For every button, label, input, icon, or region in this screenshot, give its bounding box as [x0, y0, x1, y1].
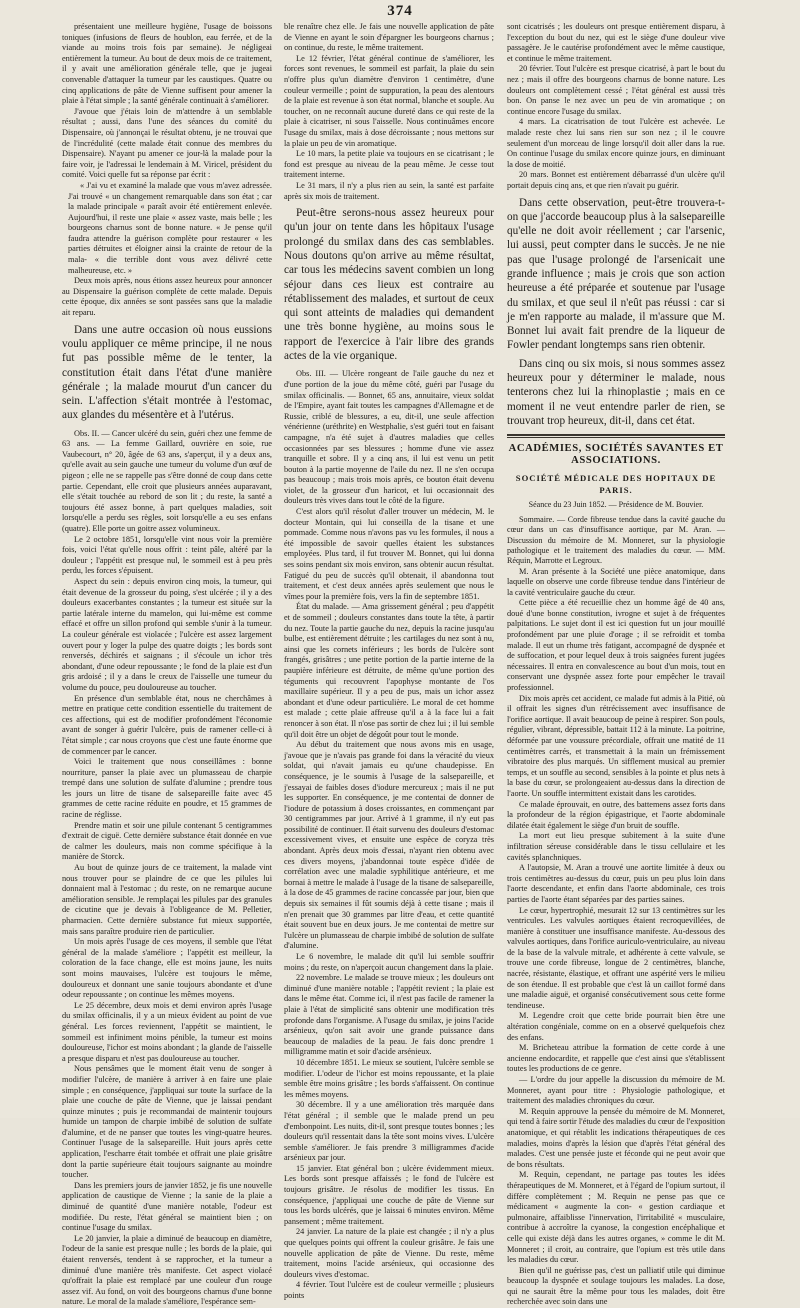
paragraph: Le 25 décembre, deux mois et demi environ après l'usage du smilax officinalis, il y a un mieux évident au point de vue général. Les forces reviennent, l'appétit se maintient, le sommeil est infiniment moins pénible, la tumeur est moins douloureuse, l'ichor est moins abondant ; la glande de l'aisselle a presque disparu et n'est pas douloureuse au toucher. — [62, 1001, 272, 1065]
paragraph: 30 décembre. Il y a une amélioration très marquée dans l'état général ; il semble que le malade prend un peu d'embonpoint. Les nuits, dit-il, sont presque toutes bonnes ; les douleurs qu'il ressentait dans la tête sont moins vives. L'ulcère semble s'améliorer. Je fais prendre 3 milligrammes d'acide arsénieux par jour. — [284, 1100, 494, 1164]
section-title: ACADÉMIES, SOCIÉTÉS SAVANTES ET ASSOCIATIONS. — [507, 443, 725, 467]
paragraph: ble renaître chez elle. Je fais une nouvelle application de pâte de Vienne en ayant le soin d'épargner les bourgeons charnus ; on continue, du reste, le même traitement. — [284, 22, 494, 54]
page-number: 374 — [0, 3, 800, 20]
summary: Sommaire. — Corde fibreuse tendue dans la cavité gauche du cœur dans un cas d'insuffisance aortique, par M. Aran. — Discussion du mémoire de M. Monneret, sur la physiologie pathologique et le traitement des maladies du cœur. — MM. Réquin, Marrotte et Legroux. — [507, 515, 725, 566]
paragraph: 15 janvier. Etat général bon ; ulcère évidemment mieux. Les bords sont presque affaissés ; le fond de l'ulcère est toujours grisâtre. Je résolus de modifier les tissus. En conséquence, j'appliquai une couche de pâte de Vienne sur tous les bords ulcérés, que je laissai 6 minutes environ. Même pansement ; même traitement. — [284, 1164, 494, 1228]
paragraph: État du malade. — Ama grissement général ; peu d'appétit et de sommeil ; douleurs constantes dans toute la tête, à partir du nez. Toute la partie gauche du nez, depuis la racine jusqu'au bulbe, est entièrement détruite ; les cartilages du nez sont à nu, ainsi que les cornets inférieurs ; les bords de l'ulcère sont frangés, grisâtres ; une petite portion de la partie interne de la paupière inférieure est détruite, de même qu'une portion des téguments qui recouvrent l'apophyse montante de l'os maxillaire supérieur. Il y a peu de pus, mais un ichor assez abondant et d'une odeur particulière. Le moral de cet homme est malade ; cette plaie affreuse qu'il a à la face lui a fait renoncer à son état. Il n'ose pas sortir de chez lui ; il lui semble qu'il doit être un objet de dégoût pour tout le monde. — [284, 602, 494, 740]
paragraph: Nous pensâmes que le moment était venu de songer à modifier l'ulcère, de manière à arriver à en faire une plaie simple ; en conséquence, j'appliquai sur toute la surface de la plaie une couche de pâte de Vienne, que je laissai pendant quinze minutes ; puis je recommandai de maintenir toujours humide un tampon de charpie imbibé de solution de sulfate d'alumine, et de ne panser que toutes les vingt-quatre heures. Continuer l'usage de la salsepareille. Huit jours après cette application, l'escharre était tombée et offrait une plaie grisâtre dont la partie supérieure était toujours saignante au moindre toucher. — [62, 1064, 272, 1181]
paragraph: — L'ordre du jour appelle la discussion du mémoire de M. Monneret, ayant pour titre : Physiologie pathologique, et traitement des maladies chroniques du cœur. — [507, 1075, 725, 1107]
paragraph: Deux mois après, nous étions assez heureux pour annoncer au Dispensaire la guérison complète de cette malade. Depuis cette époque, dix années se sont passées sans que la maladie ait reparu. — [62, 276, 272, 318]
paragraph: Un mois après l'usage de ces moyens, il semble que l'état général de la malade s'améliore ; l'appétit est meilleur, la coloration de la face change, elle est moins jaune, les nuits sont moins mauvaises, l'ulcère est toujours le même, douloureux et donnant une sanie toujours abondante et d'une odeur repoussante ; on continue les mêmes moyens. — [62, 937, 272, 1001]
paragraph: Ce malade éprouvait, en outre, des battemens assez forts dans la profondeur de la région épigastrique, et l'aorte abdominale dilatée était également le siège d'un bruit de souffle. — [507, 800, 725, 832]
section-rule-top — [507, 434, 725, 436]
paragraph: M. Legendre croit que cette bride pourrait bien être une altération congéniale, comme on en a observé quelquefois chez des enfans. — [507, 1011, 725, 1043]
paragraph: Le 31 mars, il n'y a plus rien au sein, la santé est parfaite après six mois de traitement. — [284, 181, 494, 202]
paragraph: Obs. II. — Cancer ulcéré du sein, guéri chez une femme de 63 ans. — La femme Gaillard, ouvrière en soie, rue Vaubecourt, n° 20, âgée de 63 ans, s'aperçut, il y a deux ans, qu'elle avait au sein gauche une tumeur du volume d'un œuf de pigeon ; elle ne se rappelle pas s'être donné de coup dans cette partie. Cependant, elle croit que plusieurs années auparavant, elle s'était touchée au rebord de son lit ; du reste, la santé a toujours été assez bonne, à part quelques maladies, soit lorsqu'elle a perdu ses règles, soit lorsqu'elle a eu ses enfans (quatre). Elle porte un goitre assez volumineux. — [62, 429, 272, 535]
paragraph: Peut-être serons-nous assez heureux pour qu'un jour on tente dans les hôpitaux l'usage prolongé du smilax dans des cas semblables. Nous doutons qu'on arrive au même résultat, car tous les médecins savent combien un long séjour dans ces lieux est contraire au rétablissement des malades, et surtout de ceux qui sont atteints de maladies qui demandent une très bonne hygiène, au moins sous le rapport de l'exercice à l'air libre des grands actes de la vie organique. — [284, 206, 494, 363]
paragraph: Le 6 novembre, le malade dit qu'il lui semble souffrir moins ; du reste, on n'aperçoit aucun changement dans la plaie. — [284, 952, 494, 973]
paragraph: Le 2 octobre 1851, lorsqu'elle vint nous voir la première fois, voici l'état qu'elle nous offrit : teint pâle, altéré par la douleur ; l'appétit est presque nul, le sommeil est à peu près perdu, les forces s'épuisent. — [62, 535, 272, 577]
paragraph: Aspect du sein : depuis environ cinq mois, la tumeur, qui était devenue de la grosseur du poing, s'est ulcérée ; il y a des douleurs exacerbantes constantes ; la tumeur est située sur la partie latérale interne du mamelon, qui lui-même est comme effacé et offre un sillon profond qui semble s'unir à la tumeur. La couleur générale est violacée ; l'ulcère est assez largement ouvert pour y loger la pulpe des quatre doigts ; les bords sont renversés, déchirés et saignans ; il s'écoule un ichor très abondant, d'une odeur repoussante ; le fond de la plaie est d'un gris ardoisé ; il y a dans le creux de l'aisselle une tumeur du volume du pouce, peu douloureuse au toucher. — [62, 577, 272, 694]
paragraph: Bien qu'il ne guérisse pas, c'est un palliatif utile qui diminue beaucoup la dyspnée et soulage toujours les malades. La dose, qui ne saurait être la même pour tous les malades, doit être recherchée avec soin dans une — [507, 1266, 725, 1308]
paragraph: sont cicatrisés ; les douleurs ont presque entièrement disparu, à l'exception du bout du nez, qui est le siège d'une douleur vive passagère. Je le cautérise profondément avec le même caustique, et continue le même traitement. — [507, 22, 725, 64]
paragraph: J'avoue que j'étais loin de m'attendre à un semblable résultat ; aussi, dans l'une des séances du comité du Dispensaire, où j'annonçai le résultat obtenu, je ne trouvai que de l'incrédulité (cette malade était connue des membres du Dispensaire). N'ayant pu amener ce jour-là la malade pour la faire voir, je l'adressai le lendemain à M. Viricel, président du comité. Voici quelle fut sa réponse par écrit : — [62, 107, 272, 181]
paragraph: « J'ai vu et examiné la malade que vous m'avez adressée. J'ai trouvé « un changement remarquable dans son état ; car la malade principale « paraît avoir été entièrement enlevée. Aujourd'hui, il reste une plaie « assez vaste, mais belle ; les bourgeons charnus sont de bonne nature. « Je pense qu'il faudra attendre la guérison complète pour restaurer « les parties détruites et éloigner ainsi la crainte de retour de la mala- « die terrible dont vous avez délivré cette malheureuse, etc. » — [62, 181, 272, 276]
column-right-bottom — [507, 567, 725, 1308]
paragraph: présentaient une meilleure hygiène, l'usage de boissons toniques (infusions de fleurs de houblon, eau ferrée, et de la viande au moins trois fois par semaine). Je négligeai entièrement la tumeur. Au bout de deux mois de ce traitement, il y avait une amélioration générale telle, que je jugeai convenable d'attaquer la tumeur par les caustiques. Quatre ou cinq applications de pâte de Vienne suffisent pour amener la plaie à l'état simple ; la santé générale continuait à s'améliorer. — [62, 22, 272, 107]
paragraph: 22 novembre. Le malade se trouve mieux ; les douleurs ont diminué d'une manière notable ; l'appétit revient ; la plaie est dans le même état. Comme ici, il n'est pas facile de ramener la plaie à l'état de simplicité sans obtenir une modification très profonde dans l'organisme. A l'usage du smilax, je joins l'acide arsénieux, qu'on sait avoir une grande puissance dans beaucoup de maladies de la peau. Je fais donc prendre 1 milligramme matin et soir d'acide arsénieux. — [284, 973, 494, 1058]
paragraph: 24 janvier. La nature de la plaie est changée ; il n'y a plus que quelques points qui offrent la couleur grisâtre. Je fais une nouvelle application de pâte de Vienne. Du reste, même traitement, moins l'acide arsénieux, qui occasionne des douleurs vives d'estomac. — [284, 1227, 494, 1280]
paragraph: Voici le traitement que nous conseillâmes : bonne nourriture, panser la plaie avec un plumasseau de charpie trempé dans une solution de sulfate d'alumine ; prendre tous les jours un litre de tisane de salsepareille faite avec 45 grammes de cette racine réduite en poudre, et 15 grammes de racine de réglisse. — [62, 757, 272, 821]
column-middle — [284, 22, 494, 1112]
paragraph: M. Requin approuve la pensée du mémoire de M. Monneret, qui tend à faire sortir l'étude des maladies du cœur de l'exposition anatomique, et qui rétablit les indications thérapeutiques de ces maladies, moins d'après la lésion que d'après l'état général des malades. C'est une pensée juste et féconde qui ne peut avoir que de bons résultats. — [507, 1107, 725, 1171]
paragraph: M. Bricheteau attribue la formation de cette corde à une ancienne endocardite, et rappelle que c'est ainsi que s'établissent toutes les productions de ce genre. — [507, 1043, 725, 1075]
session-line: Séance du 23 Juin 1852. — Présidence de M. Bouvier. — [507, 499, 725, 511]
section-rule-bottom — [507, 437, 725, 438]
column-right-top — [507, 22, 725, 428]
paragraph: Dix mois après cet accident, ce malade fut admis à la Pitié, où il offrait les signes d'un rétrécissement avec insuffisance de l'orifice aortique. Il avait beaucoup de peine à respirer. Son pouls, régulier, vibrant, dépressible, battait 112 à la minute. La poitrine, déformée par une voussure précordiale, offrait une matité de 11 centimètres carrés, et transmettait à la main un frémissement vibratoire des plus marqués. Un sifflement musical au premier temps, et un souffle au second, sensibles à la pointe et plus nets à la base du cœur, se prolongeaient au-dessus dans la direction de l'aorte. Un souffle intermittent existait dans les carotides. — [507, 694, 725, 800]
paragraph: 4 février. Tout l'ulcère est de couleur vermeille ; plusieurs points — [284, 1280, 494, 1301]
column-left — [62, 22, 272, 1112]
paragraph: Obs. III. — Ulcère rongeant de l'aile gauche du nez et d'une portion de la joue du même côté, guéri par l'usage du smilax officinalis. — Bonnet, 65 ans, annuitaire, vieux soldat de l'Empire, ayant fait toutes les campagnes d'Allemagne et de Russie, criblé de blessures, a eu, dit-il, une seule affection vénérienne (uréthrite) en Westphalie, s'est guéri tout en faisant campagne, n'a été sujet à d'autres maladies que celles occasionnées par ses blessures ; homme d'une vie assez tranquille et sobre. Il y a cinq ans, il lui est venu un petit bouton à la partie moyenne de l'aile du nez. Il ne s'en occupa pas beaucoup ; mais trois mois après, ce bouton était devenu violet, de la grosseur d'un haricot, et lui occasionnait des douleurs très vives dans tout le côté de la figure. — [284, 369, 494, 507]
paragraph: A l'autopsie, M. Aran a trouvé une aortite limitée à deux ou trois centimètres au-dessus du cœur, puis un peu plus loin dans l'aorte descendante, et enfin dans l'aorte abdominale, ces trois parties de l'aorte étant séparées par des parties saines. — [507, 863, 725, 905]
paragraph: 20 mars. Bonnet est entièrement débarrassé d'un ulcère qu'il portait depuis cinq ans, et que rien n'avait pu guérir. — [507, 170, 725, 191]
paragraph: 4 mars. La cicatrisation de tout l'ulcère est achevée. Le malade reste chez lui sans rien sur son nez ; il le couvre seulement d'un morceau de linge lorsqu'il doit aller dans la rue. On continue l'usage du smilax encore quinze jours, en diminuant la dose de moitié. — [507, 117, 725, 170]
paragraph: Dans cette observation, peut-être trouvera-t-on que j'accorde beaucoup plus à la salsepareille qu'elle ne doit avoir réellement ; car l'arsenic, lui aussi, peut compter dans le succès. Je ne nie pas que l'usage prolongé de l'arsenicait une grande influence ; mais je crois que son action heureuse a été préparée et soutenue par l'usage du smilax, et que seul il n'eût pas réussi : car si je m'en rapporte au malade, il m'assure que M. Bonnet lui avait fait prendre de la liqueur de Fowler pendant longtemps sans rien obtenir. — [507, 196, 725, 353]
paragraph: C'est alors qu'il résolut d'aller trouver un médecin, M. le docteur Montain, qui lui conseilla de la tisane et une pommade. Comme nous n'avons pas vu les formules, il nous a été impossible de savoir quelles étaient les substances employées. Plus tard, il fut trouver M. Bonnet, qui lui donna ses soins pendant six mois environ, sans obtenir aucun résultat. Fatigué du peu de succès qu'il obtenait, il abandonna tout traitement, et c'est deux années après seulement que nous le vîmes pour la première fois, vers la fin de septembre 1851. — [284, 507, 494, 602]
paragraph: Le 20 janvier, la plaie a diminué de beaucoup en diamètre, l'odeur de la sanie est presque nulle ; les bords de la plaie, qui étaient renversés, tendent à se rapprocher, et la tumeur a diminué d'une manière très manifeste. Cet aspect violacé qu'offrait la plaie est remplacé par une couleur d'un rouge assez vif. Au fond, on voit des bourgeons charnus d'une bonne nature. Le moral de la malade s'améliore, l'espérance sem- — [62, 1234, 272, 1308]
paragraph: Le cœur, hypertrophié, mesurait 12 sur 13 centimètres sur les ventricules. Les valvules aortiques étaient recroquevillées, de manière à constituer une insuffisance manifeste. Au-dessous des valvules aortiques, dans l'orifice auriculo-ventriculaire, au niveau de la base de la valvule mitrale, et adhérente à cette valvule, se trouve une corde fibreuse, longue de 2 centimètres, blanche, nacrée, résistante, élastique, et offrant une aspérité vers le milieu de son étendue. Il est probable que c'est là un caillot formé dans une maladie aiguë, et organisé consécutivement sous cette forme tendineuse. — [507, 906, 725, 1012]
paragraph: Prendre matin et soir une pilule contenant 5 centigrammes d'extrait de ciguë. Cette dernière substance était donnée en vue de calmer les douleurs, mais non comme spécifique à la manière de Storck. — [62, 821, 272, 863]
paragraph: 10 décembre 1851. Le mieux se soutient, l'ulcère semble se modifier. L'odeur de l'ichor est moins repoussante, et la plaie semble être moins grisâtre ; les bords s'affaissent. On continue les mêmes moyens. — [284, 1058, 494, 1100]
paragraph: Dans cinq ou six mois, si nous sommes assez heureux pour y déterminer le malade, nous tenterons chez lui la rhinoplastie ; mais en ce moment il ne veut entendre parler de rien, se trouvant trop heureux, dit-il, dans cet état. — [507, 357, 725, 428]
paragraph: Au début du traitement que nous avons mis en usage, j'avoue que je n'avais pas grande foi dans la véracité du vieux soldat, qui n'avait jamais eu qu'une chaudepisse. En conséquence, je le soumis à l'usage de la salsepareille, et j'essayai de faibles doses d'iodure mercureux ; mais il ne put les supporter. En conséquence, je me contentai de donner de l'iodure de potassium à doses croissantes, en commençant par 30 centigrammes par jour. Arrivé à 1 gramme, il n'y eut pas possibilité de continuer. Il était survenu des douleurs d'estomac excessivement vives, et ensuite une espèce de coryza très abondant. Après deux mois d'essai, n'ayant rien obtenu avec ces divers moyens, j'abandonnai toute espèce d'idée de corrélation avec une maladie syphilitique antérieure, et me bornai à mettre le malade à l'usage de la tisane de salsepareille, à la dose de 45 grammes de racine concassée par jour, bien que depuis six semaines il fût soumis déjà à cette tisane ; mais il n'en prenait que 30 grammes par litre d'eau, et cette quantité était souvent bue en deux jours. Je me contentai de mettre sur l'ulcère un plumasseau de charpie imbibé de solution de sulfate d'alumine. — [284, 740, 494, 952]
paragraph: M. Aran présente à la Société une pièce anatomique, dans laquelle on observe une corde fibreuse tendue dans l'intérieur de la cavité ventriculaire gauche du cœur. — [507, 567, 725, 599]
paragraph: En présence d'un semblable état, nous ne cherchâmes à mettre en pratique cette condition essentielle du traitement de ces affections, qui est de modifier profondément l'économie avant de songer à guérir l'ulcère, puis de ramener celle-ci à l'état simple ; car nous croyons que c'est une faute énorme que de commencer par le cancer. — [62, 694, 272, 758]
paragraph: Dans les premiers jours de janvier 1852, je fis une nouvelle application de caustique de Vienne ; la sanie de la plaie a diminué de quantité d'une manière notable, l'odeur est modifiée. Du reste, l'état général se maintient bien ; on continue l'usage du smilax. — [62, 1181, 272, 1234]
paragraph: Cette pièce a été recueillie chez un homme âgé de 40 ans, doué d'une bonne constitution, ivrogne et sujet à de fréquentes palpitations. Le sujet dont il est ici question fut un jour mouillé profondément par une pluie d'orage ; il se refroidit et tomba malade. Il eut un rhume très fatigant, accompagné de dyspnée et de suffocation, et pour lequel deux à trois saignées furent jugées nécessaires. Il entra en convalescence au bout d'un mois, tout en conservant une dyspnée assez forte pour empêcher le travail professionnel. — [507, 598, 725, 693]
society-name: SOCIÉTÉ MÉDICALE DES HOPITAUX DE PARIS. — [507, 473, 725, 497]
column-right — [507, 22, 725, 1112]
paragraph: La mort eut lieu presque subitement à la suite d'une infiltration séreuse considérable dans le tissu cellulaire et les cavités splanchniques. — [507, 831, 725, 863]
paragraph: Dans une autre occasion où nous eussions voulu appliquer ce même principe, il ne nous fut pas possible même de le tenter, la constitution était dans l'état d'une manière générale ; la malade mourut d'un cancer du sein. L'affection s'était montrée à l'estomac, aux glandes du mésentère et à l'utérus. — [62, 323, 272, 423]
paragraph: Le 12 février, l'état général continue de s'améliorer, les forces sont revenues, le sommeil est parfait, la plaie du sein n'offre plus qu'un diamètre d'environ 1 centimètre, d'une couleur vermeille ; point de suppuration, la peau des alentours de la plaie est revenue à son état normal, blanche et souple. Au toucher, on ne reconnaît aucune dureté dans ce qui reste de la plaie à cicatriser, ni sous l'aisselle. Nous continuâmes encore l'usage du smilax, mais à dose décroissante ; nous mettons sur la plaie un peu de vin aromatique. — [284, 54, 494, 149]
paragraph: Au bout de quinze jours de ce traitement, la malade vint nous trouver pour se plaindre de ce que les pilules lui donnaient mal à l'estomac ; du reste, on ne remarque aucune amélioration sensible. Je remplaçai les pilules par des granules de cicutine que je devais à l'obligeance de M. Pelletier, pharmacien. Cette dernière substance fut mieux supportée, mais sans paraître produire rien de particulier. — [62, 863, 272, 937]
paragraph: M. Requin, cependant, ne partage pas toutes les idées thérapeutiques de M. Monneret, et à l'égard de l'opium surtout, il diffère complètement ; M. Requin ne pense pas que ce médicament « augmente la con- « gestion cardiaque et pulmonaire, affaiblisse l'innervation, l'irritabilité « musculaire, contribue à accroître la cyanose, la congestion encéphalique et celle qui existe déjà dans les autres organes, » comme le dit M. Monneret ; il croit, au contraire, que l'opium est très utile dans les maladies du cœur. — [507, 1170, 725, 1265]
paragraph: 20 février. Tout l'ulcère est presque cicatrisé, à part le bout du nez ; mais il offre des bourgeons charnus de bonne nature. Les douleurs ont complètement cessé ; l'état général est aussi très bon. On panse le nez avec un peu de vin aromatique ; on continue encore l'usage du smilax. — [507, 64, 725, 117]
paragraph: Le 10 mars, la petite plaie va toujours en se cicatrisant ; le fond est presque au niveau de la peau même. Je cesse tout traitement interne. — [284, 149, 494, 181]
